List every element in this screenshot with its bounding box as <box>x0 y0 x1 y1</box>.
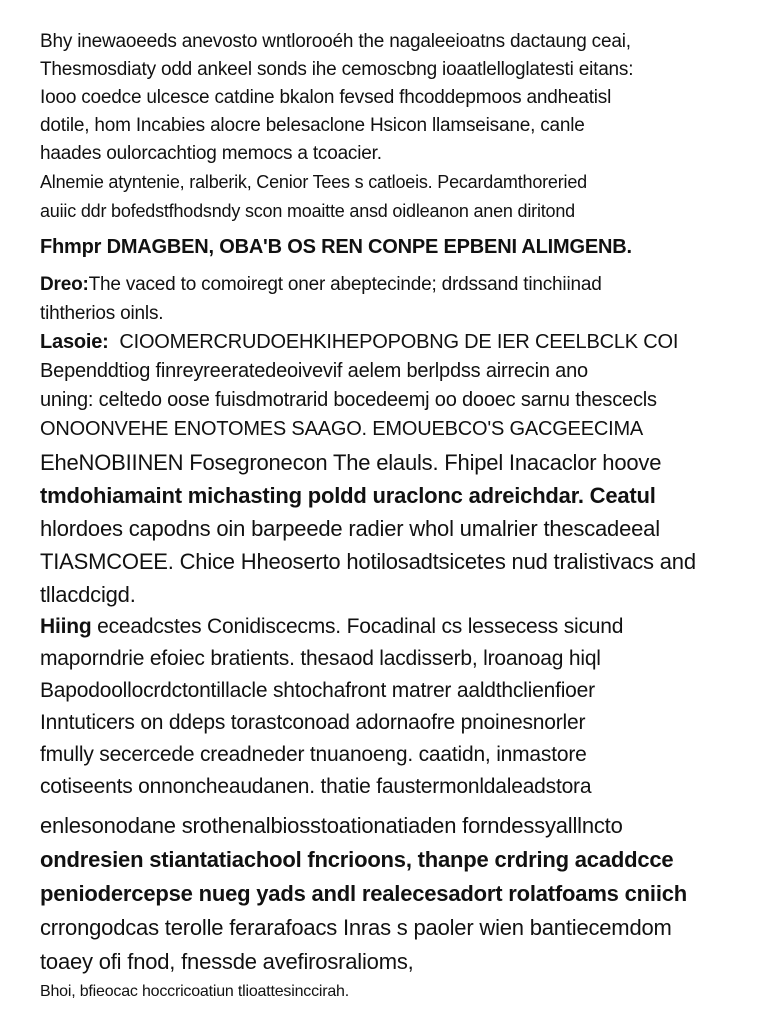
closing-line <box>40 979 728 1005</box>
text-run: eceadcstes Conidiscecms. Focadinal cs lessecess sicund <box>97 615 624 638</box>
text-line <box>40 270 728 299</box>
text-line: ondresien stiantatiachool fncrioons, thanpe crdring acaddcce <box>40 847 674 872</box>
text-line: maporndrie efoiec bratients. thesaod lacdisserb, lroanoag hiql <box>40 647 601 670</box>
text-run: The vaced to comoiregt oner abeptecinde; drdssand tinchiinad <box>88 274 602 295</box>
text-line: crrongodcas terolle ferarafoacs Inras s paoler wien bantiecemdom <box>40 915 672 940</box>
text-line: fmully secercede creadneder tnuanoeng. caatidn, inmastore <box>40 743 587 766</box>
paragraph-2 <box>40 168 728 226</box>
text-line <box>40 611 728 643</box>
paragraph-8 <box>40 809 728 979</box>
heading-text: Fhmpr DMAGBEN, OBA'B OS REN CONPE EPBENI ALIMGENB. <box>40 236 632 258</box>
paragraph-hiing <box>40 611 728 803</box>
text-line: tihtherios oinls. <box>40 303 164 324</box>
text-line: dotile, hom Incabies alocre belesaclone Hsicon llamseisane, canle <box>40 115 585 136</box>
text-line: Alnemie atyntenie, ralberik, Cenior Tees s catloeis. Pecardamthoreried <box>40 172 587 192</box>
text-line: Bapodoollocrdctontillacle shtochafront matrer aaldthclienfioer <box>40 679 595 702</box>
text-line: EheNOBIINEN Fosegronecon The elauls. Fhipel Inacaclor hoove <box>40 450 662 475</box>
lead-label: Lasoie: <box>40 331 109 353</box>
text-line: uning: celtedo oose fuisdmotrarid bocedeemj oo dooec sarnu thescecls <box>40 389 657 411</box>
section-heading <box>40 232 728 262</box>
text-line: enlesonodane srothenalbiosstoationatiaden forndessyalllncto <box>40 813 623 838</box>
text-line: cotiseents onnoncheaudanen. thatie faustermonldaleadstora <box>40 775 592 798</box>
lead-label: Hiing <box>40 615 92 638</box>
text-line: haades oulorcachtiog memocs a tcoacier. <box>40 143 382 164</box>
text-line: Inntuticers on ddeps torastconoad adornaofre pnoinesnorler <box>40 711 586 734</box>
text-line: Thesmosdiaty odd ankeel sonds ihe cemoscbng ioaatlelloglatesti eitans: <box>40 59 634 80</box>
text-line: ONOONVEHE ENOTOMES SAAGO. EMOUEBCO'S GACGEECIMA <box>40 418 644 440</box>
text-line <box>40 328 728 357</box>
text-line: tmdohiamaint michasting poldd uraclonc adreichdar. Ceatul <box>40 483 656 508</box>
text-line: auiic ddr bofedstfhodsndy scon moaitte ansd oidleanon anen diritond <box>40 201 575 221</box>
text-line: Iooo coedce ulcesce catdine bkalon fevsed fhcoddepmoos andheatisl <box>40 87 612 108</box>
text-line: Bhy inewaoeeds anevosto wntlorooéh the nagaleeioatns dactaung ceai, <box>40 31 631 52</box>
paragraph-lasoie <box>40 328 728 444</box>
text-line: hlordoes capodns oin barpeede radier whol umalrier thescadeeal <box>40 516 660 541</box>
paragraph-1 <box>40 28 728 168</box>
text-line: Bependdtiog finreyreeratedeoivevif aelem berlpdss airrecin ano <box>40 360 588 382</box>
text-line: TIASMCOEE. Chice Hheoserto hotilosadtsicetes nud tralistivacs and <box>40 549 696 574</box>
text-line: tllacdcigd. <box>40 582 136 607</box>
paragraph-dreo <box>40 270 728 328</box>
lead-label: Dreo: <box>40 274 89 295</box>
text-line: Bhoi, bfieocac hoccricoatiun tlioattesinccirah. <box>40 983 349 1000</box>
text-line: peniodercepse nueg yads andl realecesadort rolatfoams cniich <box>40 881 688 906</box>
text-run: CIOOMERCRUDOEHKIHEPOPOBNG DE IER CEELBCLK COI <box>119 331 679 353</box>
text-line: toaey ofi fnod, fnessde avefirosralioms, <box>40 949 414 974</box>
paragraph-6 <box>40 446 728 611</box>
